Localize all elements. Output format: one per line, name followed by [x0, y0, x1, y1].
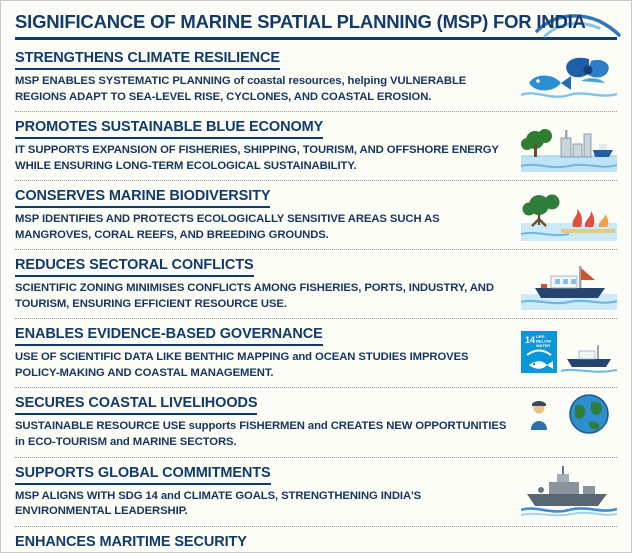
section-body: USE OF SCIENTIFIC DATA LIKE BENTHIC MAPPING and OCEAN STUDIES IMPROVES POLICY-MAKING AND COASTAL MANAGEMENT. [15, 351, 469, 379]
section-heading: CONSERVES MARINE BIODIVERSITY [15, 189, 270, 208]
section-body: SCIENTIFIC ZONING MINIMISES CONFLICTS AMONG FISHERIES, PORTS, INDUSTRY, AND TOURISM, ENSURING EFFICIENT RESOURCE USE. [15, 282, 494, 310]
section-marine-biodiversity [15, 181, 617, 250]
section-heading: SECURES COASTAL LIVELIHOODS [15, 396, 257, 415]
title-block [1, 1, 631, 39]
section-heading: REDUCES SECTORAL CONFLICTS [15, 258, 254, 277]
section-maritime-security [15, 527, 617, 553]
section-global-commitments [15, 458, 617, 527]
svg-text:BELOW: BELOW [536, 338, 551, 344]
section-body: MSP IDENTIFIES AND PROTECTS ECOLOGICALLY SENSITIVE AREAS SUCH AS MANGROVES, CORAL REEFS, AND BREEDING GROUNDS. [15, 213, 440, 241]
svg-text:14: 14 [525, 335, 536, 346]
svg-text:WATER: WATER [536, 343, 551, 349]
section-climate-resilience [15, 43, 617, 112]
section-blue-economy [15, 112, 617, 181]
section-body: MSP ENABLES SYSTEMATIC PLANNING of coastal resources, helping VULNERABLE REGIONS ADAPT TO SEA-LEVEL RISE, CYCLONES, AND COASTAL EROSION. [15, 74, 467, 103]
sections-list [1, 39, 631, 553]
section-heading: STRENGTHENS CLIMATE RESILIENCE [15, 51, 280, 70]
section-body: MSP ALIGNS WITH SDG 14 and CLIMATE GOALS, STRENGTHENING INDIA'S ENVIRONMENTAL LEADERSHIP. [15, 489, 422, 518]
cyclone-and-fish-icon [521, 51, 617, 103]
coastal-industry-icon [521, 120, 617, 172]
section-heading: SUPPORTS GLOBAL COMMITMENTS [15, 466, 271, 485]
section-coastal-livelihoods [15, 388, 617, 457]
naval-ship-icon [521, 466, 617, 518]
section-heading: PROMOTES SUSTAINABLE BLUE ECONOMY [15, 120, 323, 139]
svg-text:LIFE: LIFE [536, 334, 545, 340]
section-body: IT SUPPORTS EXPANSION OF FISHERIES, SHIPPING, TOURISM, AND OFFSHORE ENERGY WHILE ENSURING LONG-TERM ECOLOGICAL SUSTAINABILITY. [15, 144, 499, 172]
section-evidence-based-governance [15, 319, 617, 388]
globe-icon [521, 390, 617, 442]
section-heading: ENABLES EVIDENCE-BASED GOVERNANCE [15, 327, 323, 346]
fishing-boat-icon [521, 258, 617, 310]
section-heading: ENHANCES MARITIME SECURITY [15, 535, 247, 553]
section-body: SUSTAINABLE RESOURCE USE supports FISHERMEN and CREATES NEW OPPORTUNITIES in ECO-TOURISM and MARINE SECTORS. [15, 420, 507, 448]
page-title: SIGNIFICANCE OF MARINE SPATIAL PLANNING (MSP) FOR INDIA [15, 11, 586, 32]
title-underline [15, 37, 617, 40]
section-sectoral-conflicts [15, 250, 617, 319]
mangrove-and-coral-icon [521, 189, 617, 241]
sdg14-life-below-water-icon [521, 327, 617, 379]
